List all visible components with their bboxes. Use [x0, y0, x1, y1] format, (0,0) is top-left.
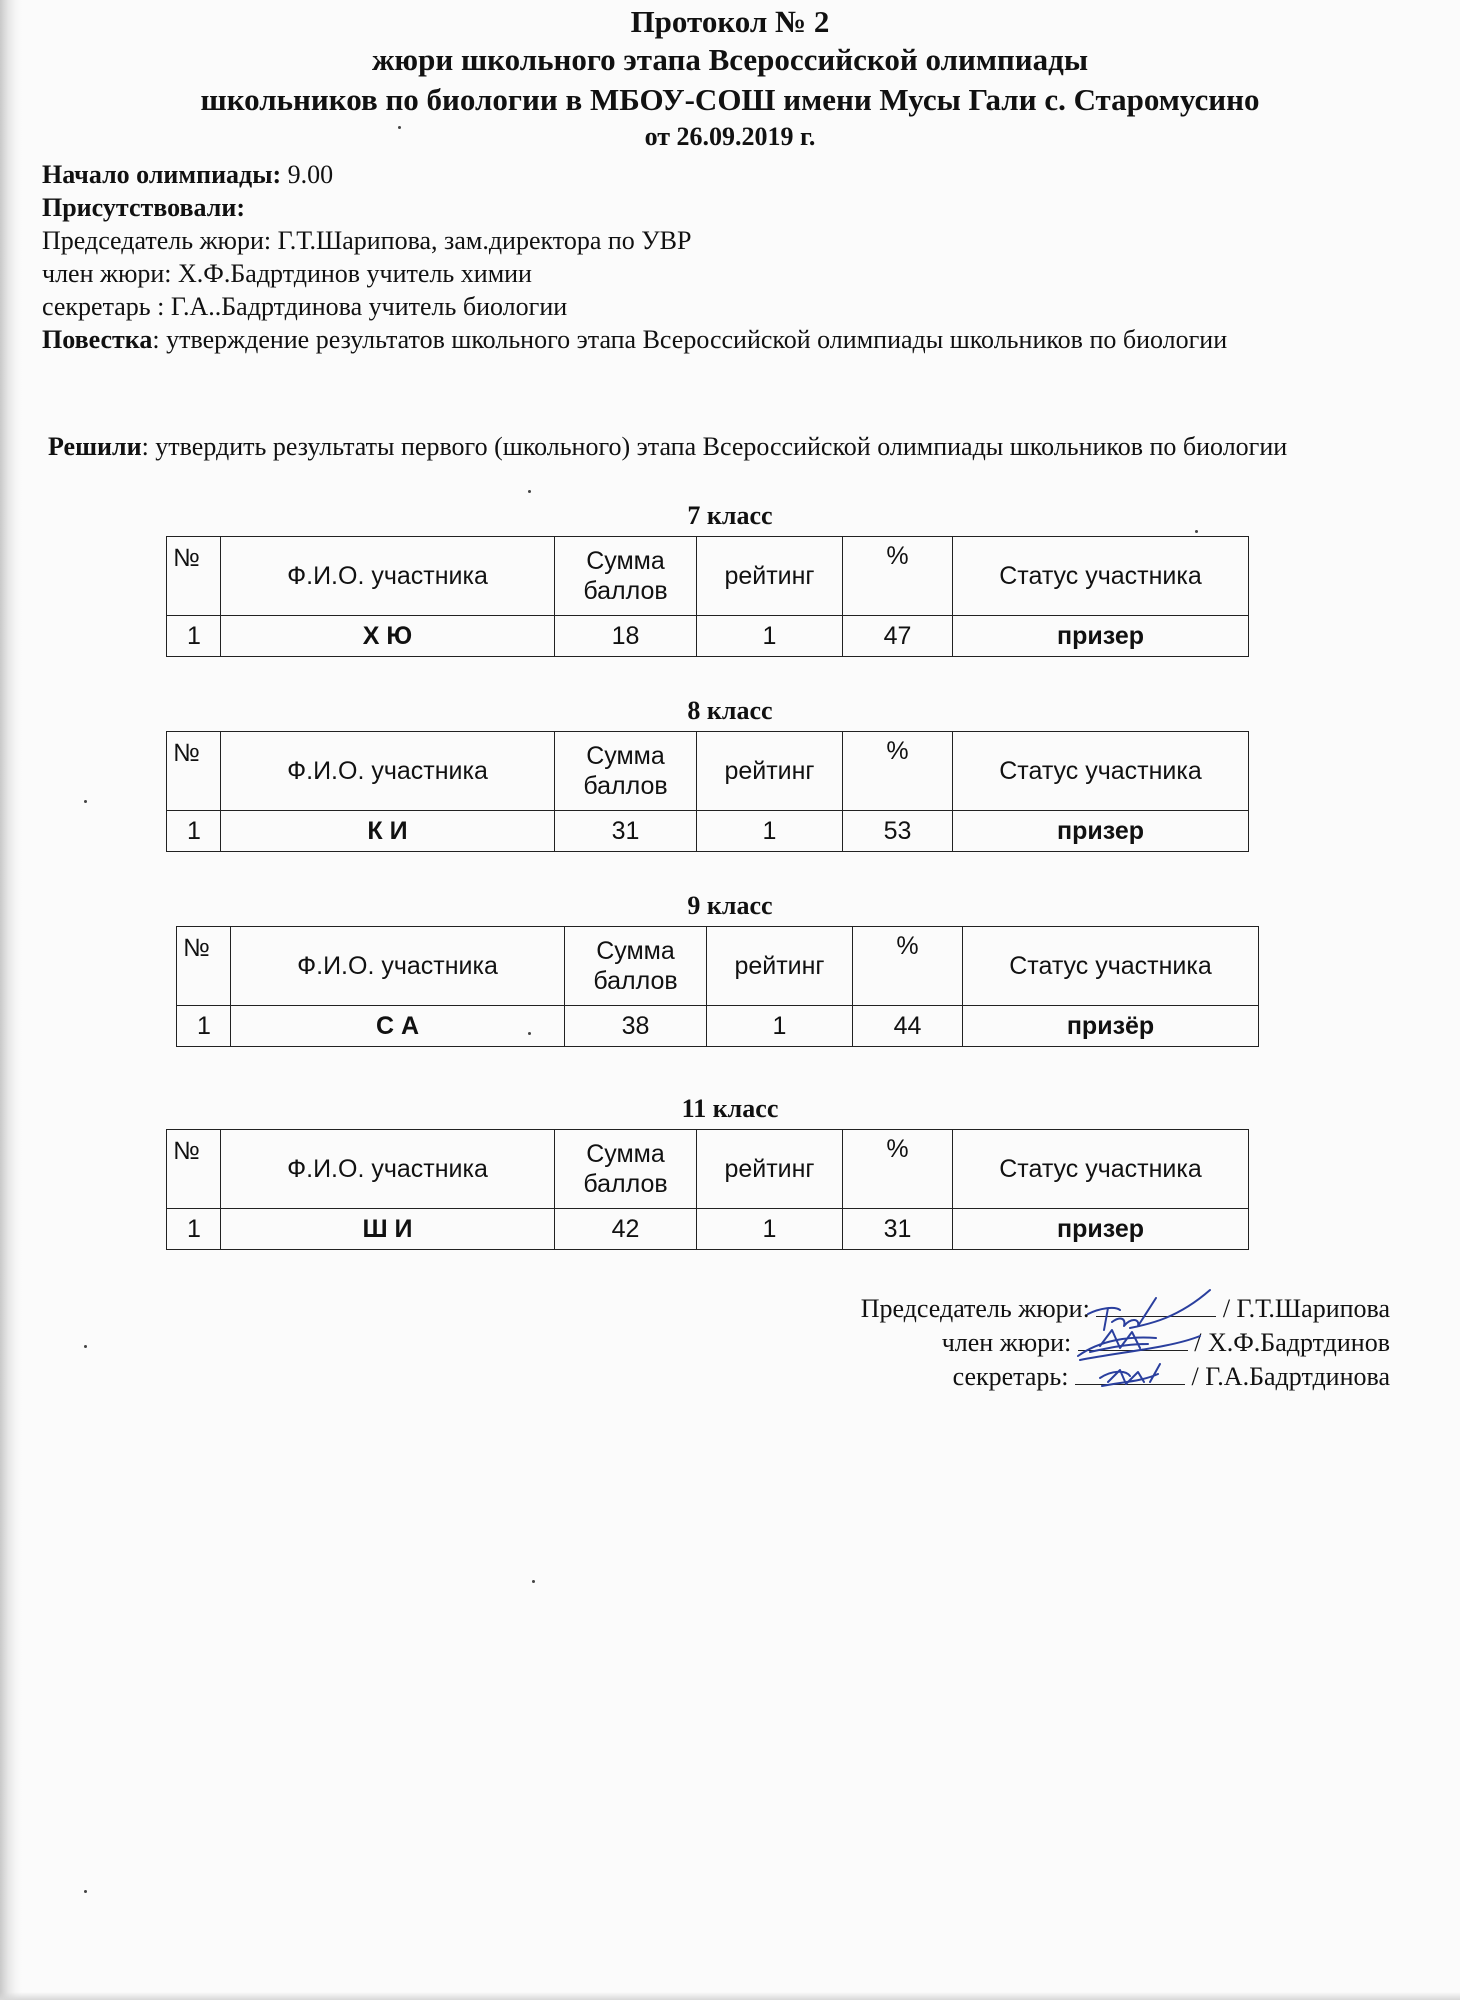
col-rating: рейтинг — [697, 732, 843, 811]
table-header-row — [167, 732, 1249, 811]
col-percent: % — [843, 537, 953, 616]
col-name: Ф.И.О. участника — [221, 537, 555, 616]
cell-rating: 1 — [707, 1006, 853, 1047]
cell-num: 1 — [177, 1006, 231, 1047]
scan-shadow-bottom — [0, 1992, 1460, 2000]
scan-speck — [532, 1580, 535, 1583]
agenda-label: Повестка — [42, 325, 153, 354]
protocol-date: от 26.09.2019 г. — [644, 122, 816, 151]
scan-speck — [528, 1032, 531, 1035]
decision-text: : утвердить результаты первого (школьного) этапа Всероссийской олимпиады школьников по биологии — [141, 432, 1288, 461]
cell-num: 1 — [167, 616, 221, 657]
protocol-title: Протокол № 2 — [630, 4, 830, 39]
scan-speck — [84, 1890, 87, 1893]
start-time-line — [42, 158, 1402, 191]
results-table-grade-8 — [166, 731, 1249, 852]
col-name: Ф.И.О. участника — [221, 732, 555, 811]
protocol-subtitle-line1: жюри школьного этапа Всероссийской олимпиады — [371, 42, 1089, 77]
cell-score: 31 — [555, 811, 697, 852]
secretary-sign-label: секретарь: — [952, 1362, 1069, 1391]
cell-status: призер — [953, 811, 1249, 852]
scan-speck — [84, 1345, 87, 1348]
col-score: Сумма баллов — [555, 732, 697, 811]
col-status: Статус участника — [963, 927, 1259, 1006]
member-sign-name: / Х.Ф.Бадртдинов — [1194, 1328, 1390, 1357]
chair-signature-stroke — [1088, 1290, 1210, 1330]
grade-caption-9: 9 класс — [687, 891, 773, 920]
cell-name: Х Ю — [221, 616, 555, 657]
scan-speck — [398, 126, 401, 129]
grade-caption-11: 11 класс — [681, 1094, 779, 1123]
cell-name: С А — [231, 1006, 565, 1047]
col-status: Статус участника — [953, 537, 1249, 616]
col-score: Сумма баллов — [555, 537, 697, 616]
col-name: Ф.И.О. участника — [231, 927, 565, 1006]
jury-secretary-line: секретарь : Г.А..Бадртдинова учитель биологии — [42, 292, 568, 321]
handwritten-signatures — [1060, 1278, 1260, 1398]
chair-sign-label: Председатель жюри: — [860, 1294, 1090, 1323]
chair-sign-name: / Г.Т.Шарипова — [1222, 1294, 1390, 1323]
cell-percent: 53 — [843, 811, 953, 852]
protocol-subtitle-line2: школьников по биологии в МБОУ-СОШ имени Мусы Гали с. Старомусино — [200, 82, 1260, 117]
col-score: Сумма баллов — [555, 1130, 697, 1209]
col-percent: % — [843, 1130, 953, 1209]
secretary-sign-name: / Г.А.Бадртдинова — [1191, 1362, 1390, 1391]
start-time-label: Начало олимпиады: — [42, 160, 282, 189]
scan-speck — [1195, 530, 1198, 533]
results-table-grade-11 — [166, 1129, 1249, 1250]
col-rating: рейтинг — [697, 1130, 843, 1209]
table-row — [177, 1006, 1259, 1047]
cell-percent: 31 — [843, 1209, 953, 1250]
cell-score: 42 — [555, 1209, 697, 1250]
agenda-text: : утверждение результатов школьного этапа Всероссийской олимпиады школьников по биологии — [152, 325, 1228, 354]
col-num: № — [177, 927, 231, 1006]
col-score: Сумма баллов — [565, 927, 707, 1006]
col-rating: рейтинг — [707, 927, 853, 1006]
cell-rating: 1 — [697, 1209, 843, 1250]
results-table-grade-9 — [176, 926, 1259, 1047]
cell-rating: 1 — [697, 616, 843, 657]
cell-score: 38 — [565, 1006, 707, 1047]
cell-score: 18 — [555, 616, 697, 657]
col-status: Статус участника — [953, 732, 1249, 811]
cell-percent: 44 — [853, 1006, 963, 1047]
protocol-meta — [42, 158, 1402, 356]
table-row — [167, 616, 1249, 657]
member-sign-label: член жюри: — [941, 1328, 1072, 1357]
scan-speck — [84, 800, 87, 803]
grade-caption-7: 7 класс — [687, 501, 773, 530]
jury-chair-line: Председатель жюри: Г.Т.Шарипова, зам.директора по УВР — [42, 226, 692, 255]
secretary-signature-stroke — [1100, 1364, 1160, 1386]
col-status: Статус участника — [953, 1130, 1249, 1209]
table-row — [167, 811, 1249, 852]
cell-status: призер — [953, 1209, 1249, 1250]
scan-shadow-edge — [0, 0, 22, 2000]
col-rating: рейтинг — [697, 537, 843, 616]
results-table-grade-7 — [166, 536, 1249, 657]
decision-line — [48, 430, 1408, 463]
cell-num: 1 — [167, 1209, 221, 1250]
start-time-value: 9.00 — [281, 160, 334, 189]
col-percent: % — [843, 732, 953, 811]
col-num: № — [167, 537, 221, 616]
table-header-row — [167, 1130, 1249, 1209]
cell-name: Ш И — [221, 1209, 555, 1250]
col-percent: % — [853, 927, 963, 1006]
cell-name: К И — [221, 811, 555, 852]
decision-label: Решили — [48, 432, 142, 461]
scan-speck — [528, 490, 531, 493]
cell-percent: 47 — [843, 616, 953, 657]
grade-caption-8: 8 класс — [687, 696, 773, 725]
table-header-row — [177, 927, 1259, 1006]
cell-num: 1 — [167, 811, 221, 852]
table-row — [167, 1209, 1249, 1250]
table-header-row — [167, 537, 1249, 616]
cell-status: призёр — [963, 1006, 1259, 1047]
present-label: Присутствовали: — [42, 193, 245, 222]
cell-rating: 1 — [697, 811, 843, 852]
col-num: № — [167, 732, 221, 811]
agenda-line — [42, 323, 1402, 356]
col-name: Ф.И.О. участника — [221, 1130, 555, 1209]
cell-status: призер — [953, 616, 1249, 657]
col-num: № — [167, 1130, 221, 1209]
jury-member-line: член жюри: Х.Ф.Бадртдинов учитель химии — [42, 259, 532, 288]
member-signature-stroke — [1078, 1330, 1200, 1360]
